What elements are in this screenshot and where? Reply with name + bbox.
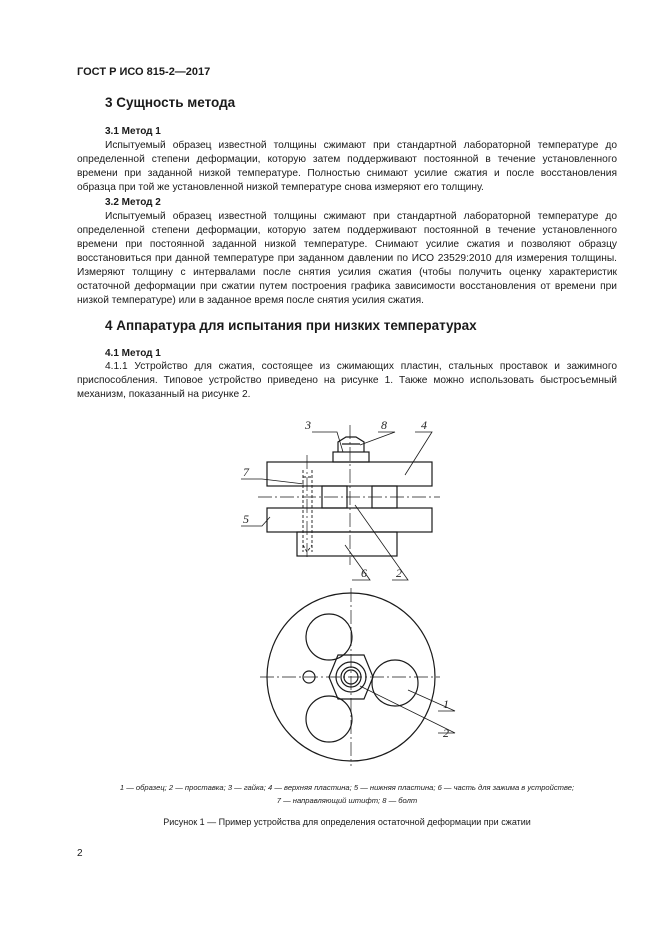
callout-6: 6 — [361, 566, 367, 580]
callout-7: 7 — [243, 465, 249, 479]
lower-plate — [267, 508, 432, 532]
standard-header: ГОСТ Р ИСО 815-2—2017 — [77, 66, 211, 78]
section-4-title: 4 Аппаратура для испытания при низких температурах — [105, 318, 477, 333]
section-3-title: 3 Сущность метода — [105, 95, 236, 110]
section-4-method-1-title: 4.1 Метод 1 — [105, 348, 161, 359]
callout-8: 8 — [381, 418, 387, 432]
method-1-title: 3.1 Метод 1 — [105, 126, 161, 137]
callout-2-side: 2 — [396, 566, 402, 580]
callout-5: 5 — [243, 512, 249, 526]
specimen-right — [372, 660, 418, 706]
nut — [333, 452, 369, 462]
callout-4: 4 — [421, 418, 427, 432]
specimen-top-left — [306, 614, 352, 660]
method-1-text: Испытуемый образец известной толщины сжимают при стандартной лабораторной температуре до определенной степени деформации, которую затем поддерживают постоянной в течение установленного времени при заданной низкой температуре. Полностью снимают усилие сжатия и после восстановления образца при той же установленной низкой температуре снова измеряют его толщину. — [77, 140, 617, 193]
method-2-text: Испытуемый образец известной толщины сжимают при стандартной лабораторной температуре до определенной степени деформации, которую затем поддерживают постоянной в течение установленного времени при постоянной заданной низкой температуре. Снимают усилие сжатия и позволяют образцу восстановиться при данной температуре при заданном давлении по ИСО 23529:2010 для измерения толщины. Измеряют толщину с интервалами после снятия усилия сжатия (чтобы получить оценку характеристик остаточной деформации при сжатии путем построения графика зависимости восстановления от времени при низкой температуре) или в заданное время после снятия усилия сжатия. — [77, 211, 617, 306]
method-2-title: 3.2 Метод 2 — [105, 197, 161, 208]
section-4-method-1-text: 4.1.1 Устройство для сжатия, состоящее из сжимающих пластин, стальных проставок и зажимного приспособления. Типовое устройство приведено на рисунке 1. Также можно использовать быстросъемный механизм, показанный на рисунке 2. — [77, 361, 617, 400]
callout-1: 1 — [443, 697, 449, 711]
specimen-bottom-left — [306, 696, 352, 742]
figure-caption: Рисунок 1 — Пример устройства для определения остаточной деформации при сжатии — [163, 817, 531, 827]
figure-legend — [77, 782, 617, 807]
legend-line-2: 7 — направляющий штифт; 8 — болт — [276, 795, 418, 805]
callout-2-top: 2 — [443, 726, 449, 740]
legend-line-1: 1 — образец; 2 — проставка; 3 — гайка; 4 — верхняя пластина; 5 — нижняя пластина; 6 — часть для зажима в устройстве; — [119, 783, 575, 792]
page-number: 2 — [77, 848, 83, 859]
callout-3: 3 — [305, 418, 311, 432]
